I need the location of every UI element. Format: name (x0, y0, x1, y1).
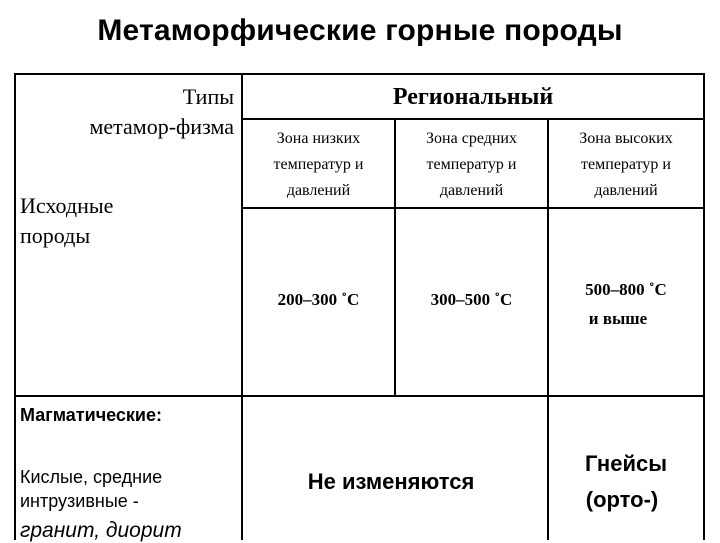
header-bottom-border (14, 395, 704, 397)
source-rocks-label: Исходные (20, 193, 114, 218)
table-top-border (14, 73, 704, 75)
zone-low-line1: Зона низких (276, 130, 361, 147)
temp-high-line2: и выше (588, 309, 648, 328)
temp-low: 200–300 ˚С (277, 290, 360, 309)
zone-high (549, 126, 703, 204)
zone-high-line3: давлений (594, 182, 658, 199)
page-title: Метаморфические горные породы (97, 14, 623, 47)
zone-low-line2: температур и (273, 156, 364, 173)
magmatic-sub-line3: гранит, диорит (20, 519, 182, 542)
table-right-border (703, 73, 705, 540)
zone-low (243, 126, 394, 204)
zone-medium (396, 126, 547, 204)
table-left-border (14, 73, 16, 540)
zone-medium-line1: Зона средних (426, 130, 517, 147)
zone-low-line3: давлений (286, 182, 351, 199)
magmatic-label: Магматические: (20, 405, 163, 425)
types-label: Типы (182, 84, 234, 109)
regional-header-divider (241, 118, 704, 120)
temp-high: 500–800 ˚С (585, 280, 667, 299)
regional-header: Региональный (392, 84, 554, 110)
zone-medium-line2: температур и (426, 156, 517, 173)
unchanged-label: Не изменяются (307, 469, 475, 494)
ortho-label: (орто-) (585, 487, 659, 512)
temp-medium: 300–500 ˚С (430, 290, 513, 309)
types-label-line2: метамор-физма (89, 114, 234, 139)
magmatic-sub-line2: интрузивные - (20, 491, 139, 511)
zone-high-line2: температур и (581, 156, 671, 173)
zone-medium-line3: давлений (439, 182, 504, 199)
zone-row-divider (241, 207, 704, 209)
zone-high-line1: Зона высоких (579, 130, 673, 147)
magmatic-sub-line1: Кислые, средние (20, 467, 163, 487)
gneiss-label: Гнейсы (585, 451, 667, 476)
source-rocks-label-line2: породы (20, 223, 91, 248)
